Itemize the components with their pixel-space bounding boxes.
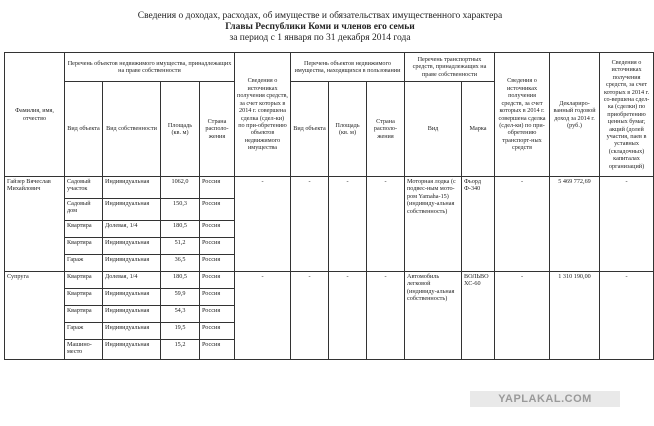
property-country: Россия xyxy=(200,323,235,340)
doc-title-line-3: за период с 1 января по 31 декабря 2014 года xyxy=(229,33,411,43)
person-name: Супруга xyxy=(5,272,65,360)
property-ownership: Индивидуальная xyxy=(103,255,161,272)
property-area: 59,9 xyxy=(161,289,200,306)
property-type: Гараж xyxy=(65,255,103,272)
property-area: 180,5 xyxy=(161,272,200,289)
header-income: Деклариро-ванный годовой доход за 2014 г. (руб.) xyxy=(550,53,600,177)
property-country: Россия xyxy=(200,272,235,289)
vehicle-type: Автомобиль легковой (индивиду-альная собственность) xyxy=(405,272,462,360)
property-ownership: Индивидуальная xyxy=(103,340,161,360)
header-row-1 xyxy=(5,53,654,82)
vehicle-brand: ВОЛЬВО ХС-60 xyxy=(462,272,495,360)
header-used-area: Площадь (кв. м) xyxy=(329,82,367,177)
header-sources-realty: Сведения о источниках получения средств, за счет которых в 2014 г. совершена сделка (сдел-ки) по при-обретению объектов недвижимого имущества xyxy=(235,53,291,177)
used-type: - xyxy=(291,272,329,360)
property-area: 51,2 xyxy=(161,238,200,255)
header-used-group: Перечень объектов недвижимого имущества, находящихся в пользовании xyxy=(291,53,405,82)
header-owned-ownership: Вид собственности xyxy=(103,82,161,177)
sources-securities: - xyxy=(600,272,654,360)
header-name: Фамилия, имя, отчество xyxy=(5,53,65,177)
header-owned-country: Страна располо-жения xyxy=(200,82,235,177)
sources-securities: - xyxy=(600,177,654,272)
property-area: 180,5 xyxy=(161,221,200,238)
used-country: - xyxy=(367,272,405,360)
property-country: Россия xyxy=(200,255,235,272)
property-country: Россия xyxy=(200,221,235,238)
header-used-type: Вид объекта xyxy=(291,82,329,177)
property-ownership: Индивидуальная xyxy=(103,323,161,340)
income: 5 469 772,69 xyxy=(550,177,600,272)
used-type: - xyxy=(291,177,329,272)
vehicle-brand: Фьорд Ф-340 xyxy=(462,177,495,272)
property-area: 150,3 xyxy=(161,199,200,221)
property-country: Россия xyxy=(200,199,235,221)
sources-realty: - xyxy=(235,177,291,272)
used-area: - xyxy=(329,272,367,360)
header-used-country: Страна располо-жения xyxy=(367,82,405,177)
header-vehicle-brand: Марка xyxy=(462,82,495,177)
property-ownership: Долевая, 1/4 xyxy=(103,221,161,238)
property-ownership: Индивидуальная xyxy=(103,306,161,323)
header-owned-area: Площадь (кв. м) xyxy=(161,82,200,177)
sources-realty: - xyxy=(235,272,291,360)
header-sources-vehicles: Сведения о источниках получения средств, за счет которых в 2014 г. совершена сделка (сдел-ки) по при-обретению транспорт-ных средств xyxy=(495,53,550,177)
property-ownership: Индивидуальная xyxy=(103,199,161,221)
property-type: Квартира xyxy=(65,289,103,306)
property-country: Россия xyxy=(200,289,235,306)
header-vehicles-group: Перечень транспортных средств, принадлежащих на праве собственности xyxy=(405,53,495,82)
income: 1 310 190,00 xyxy=(550,272,600,360)
property-ownership: Долевая, 1/4 xyxy=(103,272,161,289)
property-type: Машино-место xyxy=(65,340,103,360)
property-ownership: Индивидуальная xyxy=(103,177,161,199)
header-sources-securities: Сведения о источниках получения средств, за счет которых в 2014 г. со-вершена сдел-ка (сделки) по приобретению ценных бумаг, акций (долей участия, паев в уставных (складочных) капиталах организаций) xyxy=(600,53,654,177)
used-area: - xyxy=(329,177,367,272)
header-vehicle-type: Вид xyxy=(405,82,462,177)
header-owned-group: Перечень объектов недвижимого имущества, принадлежащих на праве собственности xyxy=(65,53,235,82)
site-watermark: YAPLAKAL.COM xyxy=(470,391,620,407)
sources-vehicles: - xyxy=(495,272,550,360)
property-area: 54,3 xyxy=(161,306,200,323)
property-type: Гараж xyxy=(65,323,103,340)
property-area: 36,5 xyxy=(161,255,200,272)
property-type: Квартира xyxy=(65,306,103,323)
property-type: Квартира xyxy=(65,238,103,255)
property-ownership: Индивидуальная xyxy=(103,238,161,255)
property-area: 19,5 xyxy=(161,323,200,340)
property-type: Квартира xyxy=(65,221,103,238)
property-ownership: Индивидуальная xyxy=(103,289,161,306)
sources-vehicles: - xyxy=(495,177,550,272)
doc-title-line-1: Сведения о доходах, расходах, об имуществе и обязательствах имущественного характера xyxy=(137,11,503,21)
vehicle-type: Моторная лодка (с подвес-ным мото-ром Yamaha-15) (индивиду-альная собственность) xyxy=(405,177,462,272)
doc-title-line-2: Главы Республики Коми и членов его семьи xyxy=(225,22,415,32)
property-area: 15,2 xyxy=(161,340,200,360)
property-area: 1062,0 xyxy=(161,177,200,199)
property-country: Россия xyxy=(200,340,235,360)
property-country: Россия xyxy=(200,306,235,323)
header-owned-type: Вид объекта xyxy=(65,82,103,177)
table-row xyxy=(5,177,654,199)
declaration-table xyxy=(4,52,654,360)
property-type: Садовый дом xyxy=(65,199,103,221)
property-type: Садовый участок xyxy=(65,177,103,199)
property-type: Квартира xyxy=(65,272,103,289)
person-name: Гайзер Вячеслав Михайлович xyxy=(5,177,65,272)
property-country: Россия xyxy=(200,238,235,255)
used-country: - xyxy=(367,177,405,272)
table-row xyxy=(5,272,654,289)
property-country: Россия xyxy=(200,177,235,199)
